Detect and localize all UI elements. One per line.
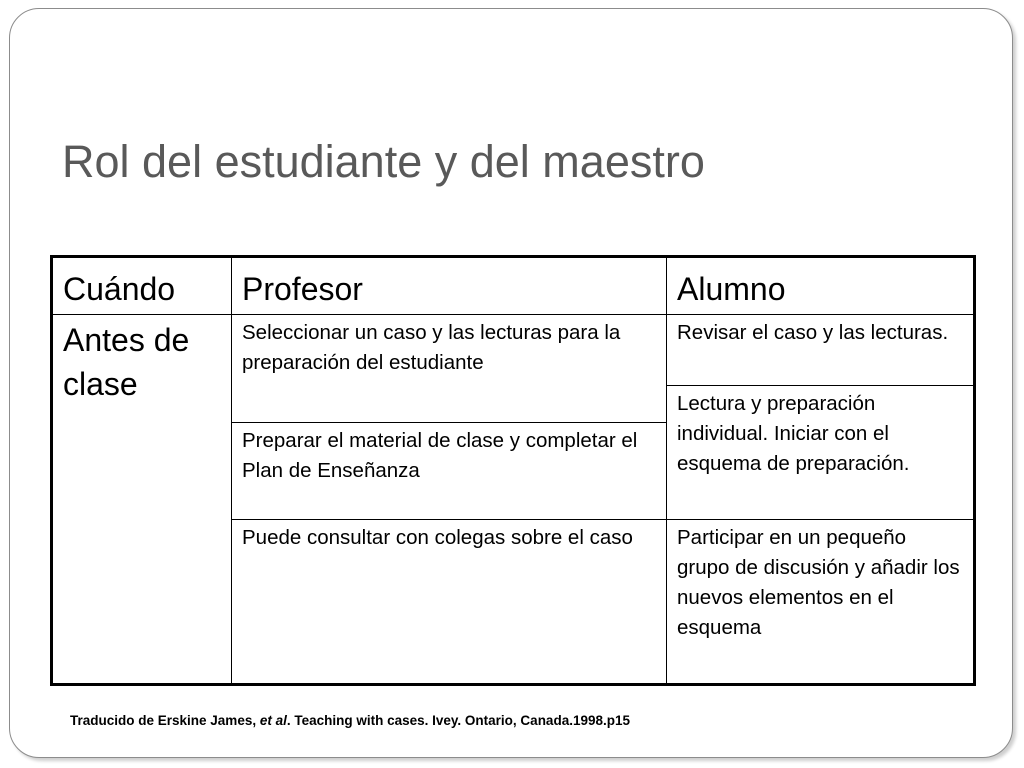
when-before-class-cell: Antes de clase (52, 315, 232, 685)
header-when: Cuándo (52, 257, 232, 315)
teacher-cell-prepare-material: Preparar el material de clase y completar el Plan de Enseñanza (232, 423, 667, 520)
citation-footnote (70, 712, 630, 730)
student-cell-review-case: Revisar el caso y las lecturas. (667, 315, 975, 386)
student-cell-group-discussion: Participar en un pequeño grupo de discusión y añadir los nuevos elementos en el esquema (667, 520, 975, 685)
header-student: Alumno (667, 257, 975, 315)
header-teacher: Profesor (232, 257, 667, 315)
table-header-row (52, 257, 975, 315)
role-table (50, 255, 976, 686)
slide-title: Rol del estudiante y del maestro (62, 136, 705, 187)
citation-suffix: . Teaching with cases. Ivey. Ontario, Canada.1998.p15 (286, 713, 630, 728)
citation-prefix: Traducido de Erskine James, (70, 713, 260, 728)
student-cell-individual-reading: Lectura y preparación individual. Iniciar con el esquema de preparación. (667, 386, 975, 520)
teacher-cell-consult-colleagues: Puede consultar con colegas sobre el caso (232, 520, 667, 685)
table-row (52, 315, 975, 386)
teacher-cell-select-case: Seleccionar un caso y las lecturas para la preparación del estudiante (232, 315, 667, 423)
citation-italic: et al (259, 713, 287, 728)
